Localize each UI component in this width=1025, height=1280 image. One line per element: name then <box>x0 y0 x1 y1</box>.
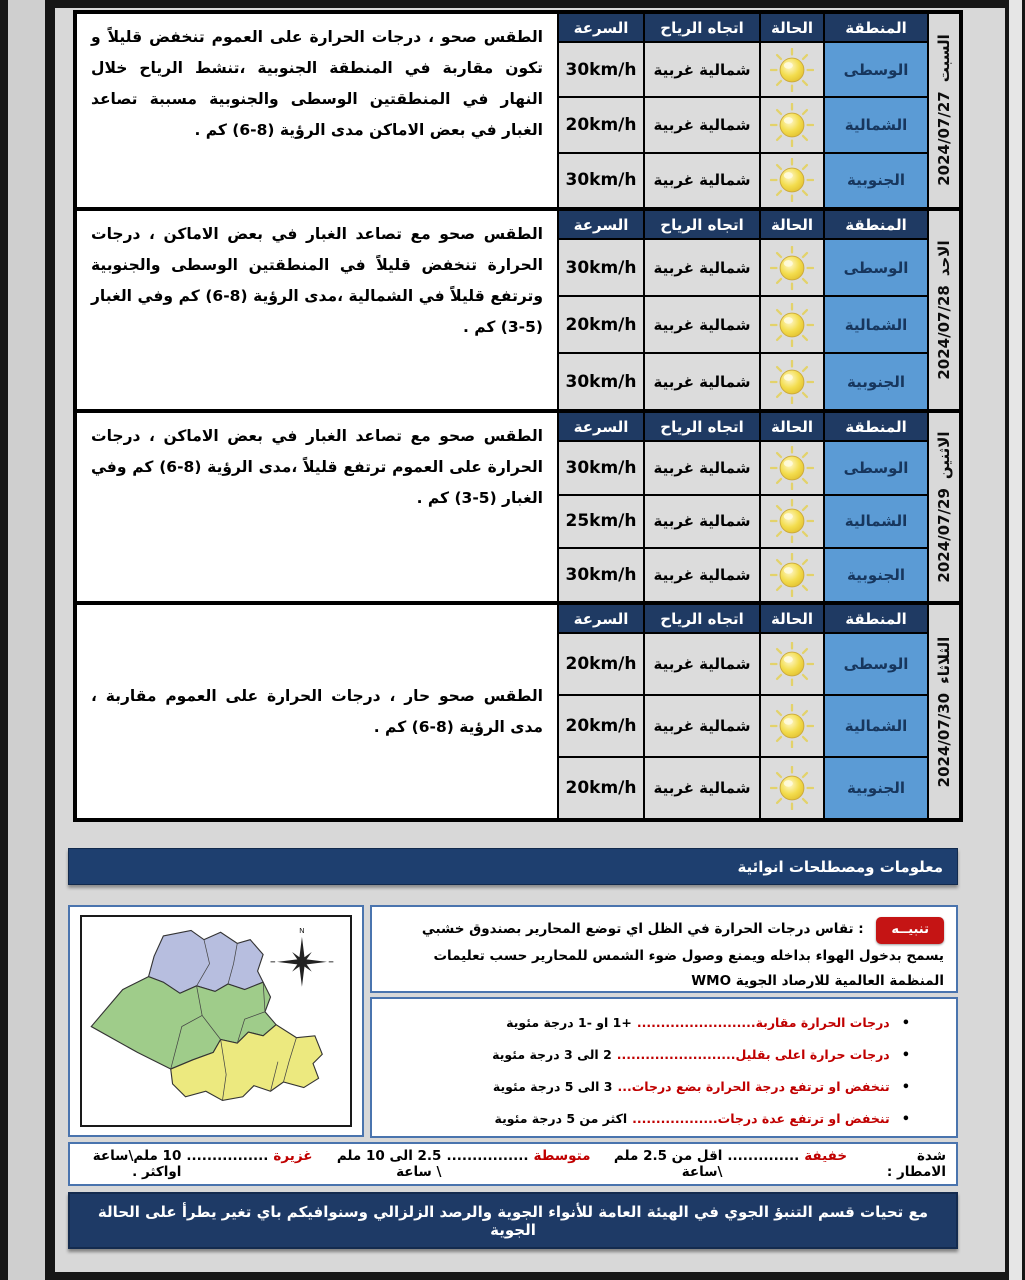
condition-cell <box>761 43 823 96</box>
sun-icon <box>770 158 814 202</box>
date-strip <box>929 211 959 409</box>
condition-cell <box>761 634 823 694</box>
condition-cell <box>761 297 823 352</box>
sun-icon <box>770 499 814 543</box>
term-row <box>382 1111 910 1127</box>
forecast-description <box>77 14 557 207</box>
rain-term: متوسطة <box>533 1148 591 1164</box>
region-cell: الجنوبية <box>825 758 927 818</box>
date-label <box>935 35 953 187</box>
wind-direction-cell: شمالية غربية <box>645 240 759 295</box>
rainfall-label: شدة الامطار : <box>886 1148 946 1180</box>
wind-speed-cell: 20km/h <box>559 634 643 694</box>
wind-speed-cell: 20km/h <box>559 758 643 818</box>
condition-cell <box>761 240 823 295</box>
info-section-title: معلومات ومصطلحات انوائية <box>737 857 943 876</box>
day-name: الاثنين <box>935 431 953 480</box>
wind-direction-cell: شمالية غربية <box>645 634 759 694</box>
term-dots: ......................... <box>636 1015 756 1030</box>
rain-dots: .............. <box>727 1148 800 1164</box>
info-section-header <box>68 848 958 885</box>
bullet-icon: • <box>901 1048 910 1063</box>
day-name: الاحد <box>935 240 953 277</box>
condition-cell <box>761 696 823 756</box>
terminology-box <box>370 997 958 1138</box>
compass-north-label: N <box>299 926 305 936</box>
wind-direction-cell: شمالية غربية <box>645 696 759 756</box>
wind-direction-cell: شمالية غربية <box>645 496 759 548</box>
term-row <box>382 1047 910 1063</box>
iraq-map-frame <box>80 915 352 1127</box>
term-value: 2 الى 3 درجة مئوية <box>492 1047 612 1062</box>
term-row <box>382 1015 910 1031</box>
iraq-map <box>82 917 350 1125</box>
forecast-description-text: الطقس صحو حار ، درجات الحرارة على العموم مقاربة ، مدى الرؤية (8-6) كم . <box>91 686 543 736</box>
sun-icon <box>770 48 814 92</box>
forecast-day-section <box>77 211 959 409</box>
sun-icon <box>770 446 814 490</box>
wind-direction-cell: شمالية غربية <box>645 758 759 818</box>
wind-speed-cell: 30km/h <box>559 354 643 409</box>
date-strip <box>929 605 959 818</box>
term-dots: .................. <box>632 1111 718 1126</box>
region-cell: الشمالية <box>825 98 927 151</box>
date-value: 2024/07/30 <box>935 692 953 787</box>
wind-speed-cell: 30km/h <box>559 549 643 601</box>
column-header-speed: السرعة <box>559 413 643 440</box>
forecast-day-section <box>77 14 959 207</box>
column-header-wind: اتجاه الرياح <box>645 14 759 41</box>
condition-cell <box>761 442 823 494</box>
rain-value: 10 ملم\ساعة اواكثر . <box>92 1148 182 1180</box>
term-value: 3 الى 5 درجة مئوية <box>492 1079 613 1094</box>
wind-speed-cell: 20km/h <box>559 297 643 352</box>
wind-speed-cell: 20km/h <box>559 98 643 151</box>
region-cell: الوسطى <box>825 634 927 694</box>
date-label <box>935 240 953 379</box>
scan-right-margin <box>1009 0 1022 1280</box>
day-name: السبت <box>935 34 953 83</box>
region-cell: الجنوبية <box>825 354 927 409</box>
column-header-region: المنطقة <box>825 14 927 41</box>
term-label: درجات الحرارة مقاربة <box>755 1015 890 1030</box>
day-name: الثلاثاء <box>935 636 953 684</box>
condition-cell <box>761 154 823 207</box>
column-header-speed: السرعة <box>559 211 643 238</box>
date-value: 2024/07/28 <box>935 285 953 380</box>
column-header-region: المنطقة <box>825 605 927 632</box>
document-page <box>55 8 1005 1272</box>
condition-cell <box>761 758 823 818</box>
wind-direction-cell: شمالية غربية <box>645 154 759 207</box>
footer-text: مع تحيات قسم التنبؤ الجوي في الهيئة العامة للأنواء الجوية والرصد الزلزالي وسنوافيكم باي تغير يطرأ على الحالة الجوية <box>97 1202 929 1239</box>
date-label <box>935 636 953 787</box>
iraq-map-box <box>68 905 364 1137</box>
column-header-wind: اتجاه الرياح <box>645 211 759 238</box>
column-header-condition: الحالة <box>761 14 823 41</box>
rain-value: اقل من 2.5 ملم \ساعة <box>613 1148 723 1180</box>
rainfall-intensity-box <box>68 1142 958 1186</box>
footer-bar <box>68 1192 958 1249</box>
date-strip <box>929 14 959 207</box>
region-cell: الوسطى <box>825 240 927 295</box>
bullet-icon: • <box>901 1080 910 1095</box>
forecast-description <box>77 211 557 409</box>
column-header-condition: الحالة <box>761 211 823 238</box>
wind-speed-cell: 30km/h <box>559 240 643 295</box>
compass-rose-icon <box>271 926 334 987</box>
notice-box <box>370 905 958 993</box>
condition-cell <box>761 354 823 409</box>
wind-direction-cell: شمالية غربية <box>645 442 759 494</box>
term-label: تنخفض او ترتفع عدة درجات <box>717 1111 890 1126</box>
rainfall-item <box>332 1148 590 1180</box>
notice-badge: تنبيــه <box>876 917 944 944</box>
wind-direction-cell: شمالية غربية <box>645 43 759 96</box>
sun-icon <box>770 103 814 147</box>
bullet-icon: • <box>901 1016 910 1031</box>
region-cell: الشمالية <box>825 696 927 756</box>
column-header-wind: اتجاه الرياح <box>645 605 759 632</box>
forecast-description-text: الطقس صحو مع تصاعد الغبار في بعض الاماكن ، درجات الحرارة على العموم ترتفع قليلاً ،مدى الرؤية (8-6) كم وفي الغبار (5-3) كم . <box>91 427 543 507</box>
wind-direction-cell: شمالية غربية <box>645 549 759 601</box>
column-header-condition: الحالة <box>761 605 823 632</box>
condition-cell <box>761 98 823 151</box>
term-label: درجات حرارة اعلى بقليل <box>735 1047 890 1062</box>
rain-dots: ................ <box>446 1148 529 1164</box>
wind-direction-cell: شمالية غربية <box>645 297 759 352</box>
date-label <box>935 431 953 582</box>
forecast-description <box>77 413 557 601</box>
wind-speed-cell: 30km/h <box>559 43 643 96</box>
region-cell: الشمالية <box>825 297 927 352</box>
scan-left-margin <box>8 0 45 1280</box>
rainfall-item <box>80 1148 312 1180</box>
sun-icon <box>770 246 814 290</box>
column-header-condition: الحالة <box>761 413 823 440</box>
rain-dots: ................ <box>186 1148 269 1164</box>
date-value: 2024/07/27 <box>935 91 953 187</box>
column-header-speed: السرعة <box>559 14 643 41</box>
region-cell: الشمالية <box>825 496 927 548</box>
region-cell: الجنوبية <box>825 154 927 207</box>
wind-direction-cell: شمالية غربية <box>645 354 759 409</box>
wind-direction-cell: شمالية غربية <box>645 98 759 151</box>
sun-icon <box>770 553 814 597</box>
term-value: +1 او -1 درجة مئوية <box>506 1015 632 1030</box>
sun-icon <box>770 642 814 686</box>
wind-speed-cell: 30km/h <box>559 154 643 207</box>
notice-text: : تقاس درجات الحرارة في الظل اي توضع المحارير بصندوق خشبي يسمح بدخول الهواء بداخله ويمنع وصول ضوء الشمس للمحارير حسب تعليمات المنظمة العالمية للارصاد الجوية WMO <box>421 921 944 990</box>
wind-speed-cell: 20km/h <box>559 696 643 756</box>
rain-term: غزيرة <box>273 1148 313 1164</box>
bullet-icon: • <box>901 1112 910 1127</box>
sun-icon <box>770 303 814 347</box>
sun-icon <box>770 360 814 404</box>
forecast-table <box>73 10 963 822</box>
column-header-region: المنطقة <box>825 211 927 238</box>
term-dots: ......................... <box>616 1047 736 1062</box>
region-cell: الوسطى <box>825 43 927 96</box>
condition-cell <box>761 496 823 548</box>
forecast-description <box>77 605 557 818</box>
term-value: اكثر من 5 درجة مئوية <box>494 1111 628 1126</box>
column-header-wind: اتجاه الرياح <box>645 413 759 440</box>
forecast-description-text: الطقس صحو ، درجات الحرارة على العموم تنخفض قليلاً و تكون مقاربة في المنطقة الجنوبية ،تنشط الرياح خلال النهار في المنطقتين الوسطى والجنوبية مسببة تصاعد الغبار في بعض الاماكن مدى الرؤية (8-6) كم . <box>91 28 543 139</box>
rain-term: خفيفة <box>804 1148 848 1164</box>
wind-speed-cell: 30km/h <box>559 442 643 494</box>
rainfall-item <box>610 1148 847 1180</box>
term-dots: ... <box>617 1079 632 1094</box>
region-cell: الجنوبية <box>825 549 927 601</box>
rain-value: 2.5 الى 10 ملم \ ساعة <box>336 1148 442 1180</box>
date-strip <box>929 413 959 601</box>
forecast-day-section <box>77 413 959 601</box>
term-label: تنخفض او ترتفع درجة الحرارة بضع درجات <box>631 1079 890 1094</box>
sun-icon <box>770 766 814 810</box>
region-cell: الوسطى <box>825 442 927 494</box>
sun-icon <box>770 704 814 748</box>
column-header-speed: السرعة <box>559 605 643 632</box>
forecast-day-section <box>77 605 959 818</box>
wind-speed-cell: 25km/h <box>559 496 643 548</box>
date-value: 2024/07/29 <box>935 488 953 583</box>
condition-cell <box>761 549 823 601</box>
term-row <box>382 1079 910 1095</box>
column-header-region: المنطقة <box>825 413 927 440</box>
forecast-description-text: الطقس صحو مع تصاعد الغبار في بعض الاماكن ، درجات الحرارة تنخفض قليلاً في المنطقتين الوسطى والجنوبية وترتفع قليلاً في الشمالية ،مدى الرؤية (8-6) كم وفي الغبار (5-3) كم . <box>91 225 543 336</box>
